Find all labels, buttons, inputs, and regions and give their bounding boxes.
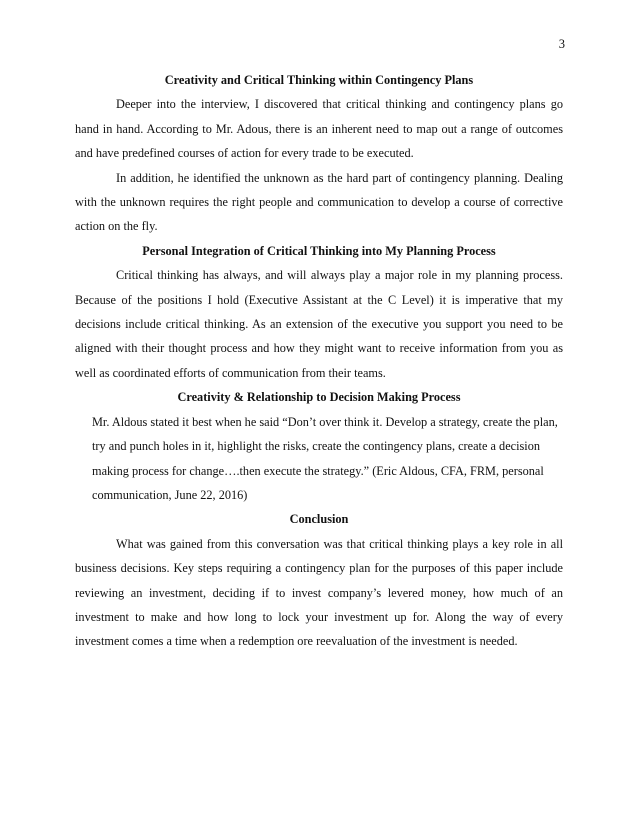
- paragraph-critical-thinking: Critical thinking has always, and will always play a major role in my planning process. Because of the positions I hold (Executive Assistant at the C Level) it is imperative that my decisions include critical thinking. As an extension of the executive you support you need to be aligned with their thought process and how they might want to receive information from you as well as coordinated efforts of communication from their teams.: [75, 268, 563, 380]
- section-heading-creativity: Creativity & Relationship to Decision Making Process: [177, 390, 461, 405]
- section-heading-contingency: Creativity and Critical Thinking within Contingency Plans: [164, 73, 474, 87]
- paragraph-conclusion: What was gained from this conversation was that critical thinking plays a key role in all business decisions. Key steps requiring a contingency plan for the purposes of this paper include reviewing an investment, deciding if to invest company’s levered money, how much of an investment to make and how long to lock your investment up for. Along the way of every investment comes a time when a redemption ore reevaluation of the investment is needed.: [75, 536, 563, 649]
- page-number: 3: [558, 37, 565, 51]
- section-heading-conclusion: Conclusion: [289, 512, 349, 527]
- paragraph-unknown: In addition, he identified the unknown as the hard part of contingency planning. Dealing with the unknown requires the right people and communication to develop a course of corrective action on the fly.: [75, 170, 563, 234]
- section-heading-integration: Personal Integration of Critical Thinking into My Planning Process: [142, 243, 496, 258]
- block-quote: Mr. Aldous stated it best when he said “Don’t over think it. Develop a strategy, create the plan, try and punch holes in it, highlight the risks, create the contingency plans, create a decision making process for change….then execute the strategy.” (Eric Aldous, CFA, FRM, personal communication, June 22, 2016): [92, 414, 558, 502]
- paragraph-interview: Deeper into the interview, I discovered that critical thinking and contingency plans go hand in hand. According to Mr. Adous, there is an inherent need to map out a range of outcomes and have predefined courses of action for every trade to be executed.: [75, 97, 563, 161]
- document-body: [75, 68, 563, 654]
